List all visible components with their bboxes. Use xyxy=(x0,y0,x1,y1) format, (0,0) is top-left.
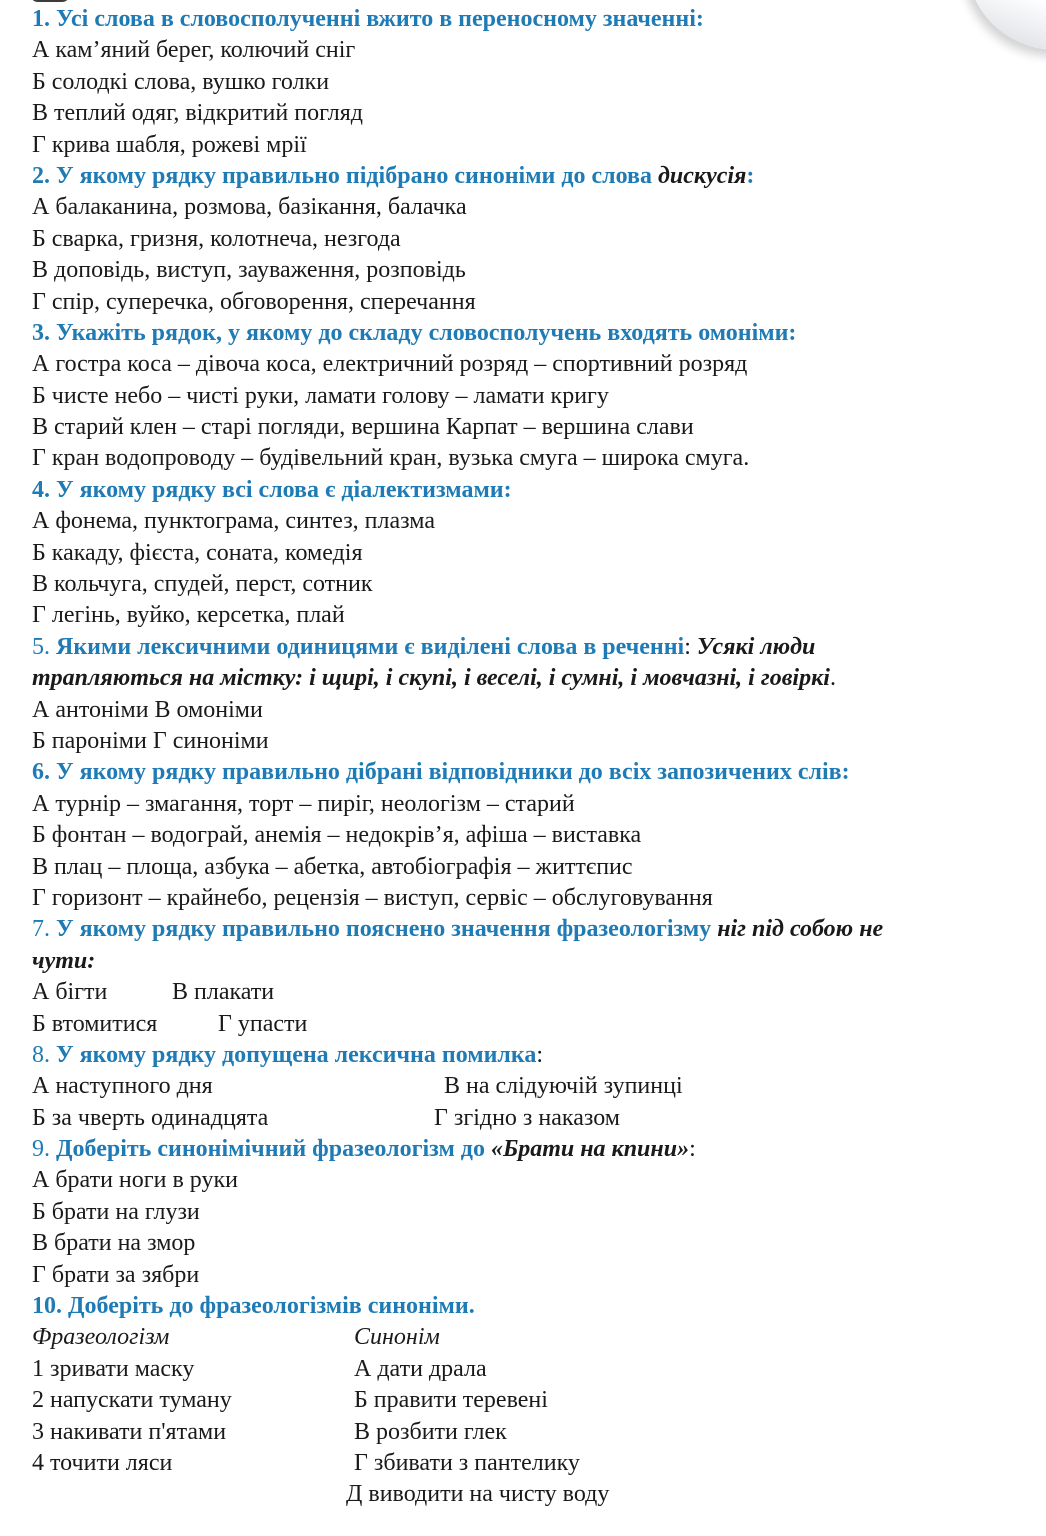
question-9-option-d: Г брати за зябри xyxy=(32,1261,200,1288)
question-6-option-d: Г горизонт – крайнебо, рецензія – виступ, сервіс – обслуговування xyxy=(32,884,713,911)
synonym-d: Г збивати з пантелику xyxy=(354,1449,580,1476)
question-9-option-b: Б брати на глузи xyxy=(32,1198,200,1225)
question-2-title-text: 2. У якому рядку правильно підібрано синоніми до слова xyxy=(32,162,658,189)
question-1-title: 1. Усі слова в словосполученні вжито в переносному значенні: xyxy=(32,6,704,32)
question-5-sentence-part-2: трапляються на містку: і щирі, і скупі, і веселі, і сумні, і мовчазні, і говіркі xyxy=(32,665,830,692)
question-7-idiom-part-2: чути: xyxy=(32,947,96,974)
column-header-idiom: Фразеологізм xyxy=(32,1324,170,1351)
question-5-colon: : xyxy=(684,633,697,660)
question-8-options-row-2 xyxy=(32,1103,1022,1134)
question-2-title xyxy=(32,161,1022,192)
question-7-title xyxy=(32,914,1022,945)
question-10-row-1 xyxy=(32,1354,1022,1385)
question-3-option-d: Г кран водопроводу – будівельний кран, вузька смуга – широка смуга. xyxy=(32,445,750,472)
question-2-option-a: А балаканина, розмова, базікання, балачка xyxy=(32,194,467,221)
question-9-option-a: А брати ноги в руки xyxy=(32,1167,238,1194)
synonym-b: Б правити теревені xyxy=(354,1387,548,1414)
idiom-1: 1 зривати маску xyxy=(32,1355,195,1382)
top-edge-artifact xyxy=(30,0,70,2)
question-5-options-row-1: А антоніми В омоніми xyxy=(32,696,263,723)
question-5-sentence-part-1: Усякі люди xyxy=(696,633,816,660)
question-6-option-c: В плац – площа, азбука – абетка, автобіографія – життєпис xyxy=(32,853,633,880)
column-header-synonym: Синонім xyxy=(354,1324,440,1351)
question-2-keyword: дискусія xyxy=(658,162,747,189)
question-2-option-c: В доповідь, виступ, зауваження, розповідь xyxy=(32,257,466,284)
question-4-option-a: А фонема, пунктограма, синтез, плазма xyxy=(32,508,435,535)
question-10-title: 10. Доберіть до фразеологізмів синоніми. xyxy=(32,1293,475,1320)
question-5-title-text: Якими лексичними одиницями є виділені слова в реченні xyxy=(50,633,685,660)
question-8-option-c: В на слідуючій зупинці xyxy=(444,1073,683,1100)
question-7-options-row-1 xyxy=(32,977,1022,1008)
question-1-option-b: Б солодкі слова, вушко голки xyxy=(32,68,330,95)
question-5-options-row-2: Б пароніми Г синоніми xyxy=(32,727,269,754)
question-4-option-b: Б какаду, фієста, соната, комедія xyxy=(32,539,363,566)
question-1-option-d: Г крива шабля, рожеві мрії xyxy=(32,131,307,158)
question-9-number: 9. xyxy=(32,1136,50,1163)
question-4-option-d: Г легінь, вуйко, керсетка, плай xyxy=(32,602,345,629)
question-3-title: 3. Укажіть рядок, у якому до складу словосполучень входять омоніми: xyxy=(32,319,797,346)
question-2-option-d: Г спір, суперечка, обговорення, сперечання xyxy=(32,288,476,315)
question-9-title xyxy=(32,1134,1022,1165)
idiom-2: 2 напускати туману xyxy=(32,1387,232,1414)
question-7-option-d: Г упасти xyxy=(218,1010,308,1037)
synonym-a: А дати драла xyxy=(354,1355,487,1382)
question-10-row-4 xyxy=(32,1448,1022,1479)
question-2-title-colon: : xyxy=(746,162,755,189)
question-2-option-b: Б сварка, гризня, колотнеча, незгода xyxy=(32,225,401,252)
question-5-number: 5. xyxy=(32,633,50,660)
question-1-option-c: В теплий одяг, відкритий погляд xyxy=(32,100,363,127)
question-10-column-headers xyxy=(32,1322,1022,1353)
question-7-idiom-line xyxy=(32,946,1022,977)
test-content xyxy=(32,4,1022,1511)
question-6-option-a: А турнір – змагання, торт – пиріг, неологізм – старий xyxy=(32,790,575,817)
question-8-number: 8. xyxy=(32,1041,50,1068)
question-1-option-a: А кам’яний берег, колючий сніг xyxy=(32,37,356,64)
question-5-sentence-line xyxy=(32,663,1022,694)
question-8-option-a: А наступного дня xyxy=(32,1073,213,1100)
question-8-title xyxy=(32,1040,1022,1071)
question-3-option-a: А гостра коса – дівоча коса, електричний розряд – спортивний розряд xyxy=(32,351,748,378)
question-7-options-row-2 xyxy=(32,1009,1022,1040)
question-9-idiom: «Брати на кпини» xyxy=(490,1136,690,1163)
question-9-option-c: В брати на змор xyxy=(32,1230,196,1257)
idiom-3: 3 накивати п'ятами xyxy=(32,1418,227,1445)
question-6-title: 6. У якому рядку правильно дібрані відповідники до всіх запозичених слів: xyxy=(32,759,850,786)
question-7-option-c: В плакати xyxy=(172,979,275,1006)
question-4-option-c: В кольчуга, спудей, перст, сотник xyxy=(32,571,373,598)
question-8-option-b: Б за чверть одинадцята xyxy=(32,1104,269,1131)
question-6-option-b: Б фонтан – водограй, анемія – недокрів’я, афіша – виставка xyxy=(32,822,642,849)
question-7-title-text: У якому рядку правильно пояснено значення фразеологізму xyxy=(50,916,718,943)
question-8-options-row-1 xyxy=(32,1071,1022,1102)
question-8-option-d: Г згідно з наказом xyxy=(434,1104,620,1131)
synonym-e: Д виводити на чисту воду xyxy=(346,1481,610,1508)
question-3-option-c: В старий клен – старі погляди, вершина Карпат – вершина слави xyxy=(32,414,694,441)
question-9-title-text: Доберіть синонімічний фразеологізм до xyxy=(50,1136,491,1163)
question-8-title-text: У якому рядку допущена лексична помилка xyxy=(50,1041,537,1068)
synonym-c: В розбити глек xyxy=(354,1418,507,1445)
question-7-number: 7. xyxy=(32,916,50,943)
question-5-period: . xyxy=(829,665,836,692)
question-10-row-3 xyxy=(32,1417,1022,1448)
question-7-idiom-part-1: ніг під собою не xyxy=(717,916,884,943)
question-9-colon: : xyxy=(689,1136,696,1163)
question-3-option-b: Б чисте небо – чисті руки, ламати голову – ламати кригу xyxy=(32,382,609,409)
question-5-title xyxy=(32,632,1022,663)
question-7-option-b: Б втомитися xyxy=(32,1010,158,1037)
question-8-colon: : xyxy=(536,1041,544,1068)
question-4-title: 4. У якому рядку всі слова є діалектизмами: xyxy=(32,476,512,503)
question-10-row-2 xyxy=(32,1385,1022,1416)
question-7-option-a: А бігти xyxy=(32,979,108,1006)
idiom-4: 4 точити ляси xyxy=(32,1449,173,1476)
question-10-row-5 xyxy=(32,1479,1022,1510)
